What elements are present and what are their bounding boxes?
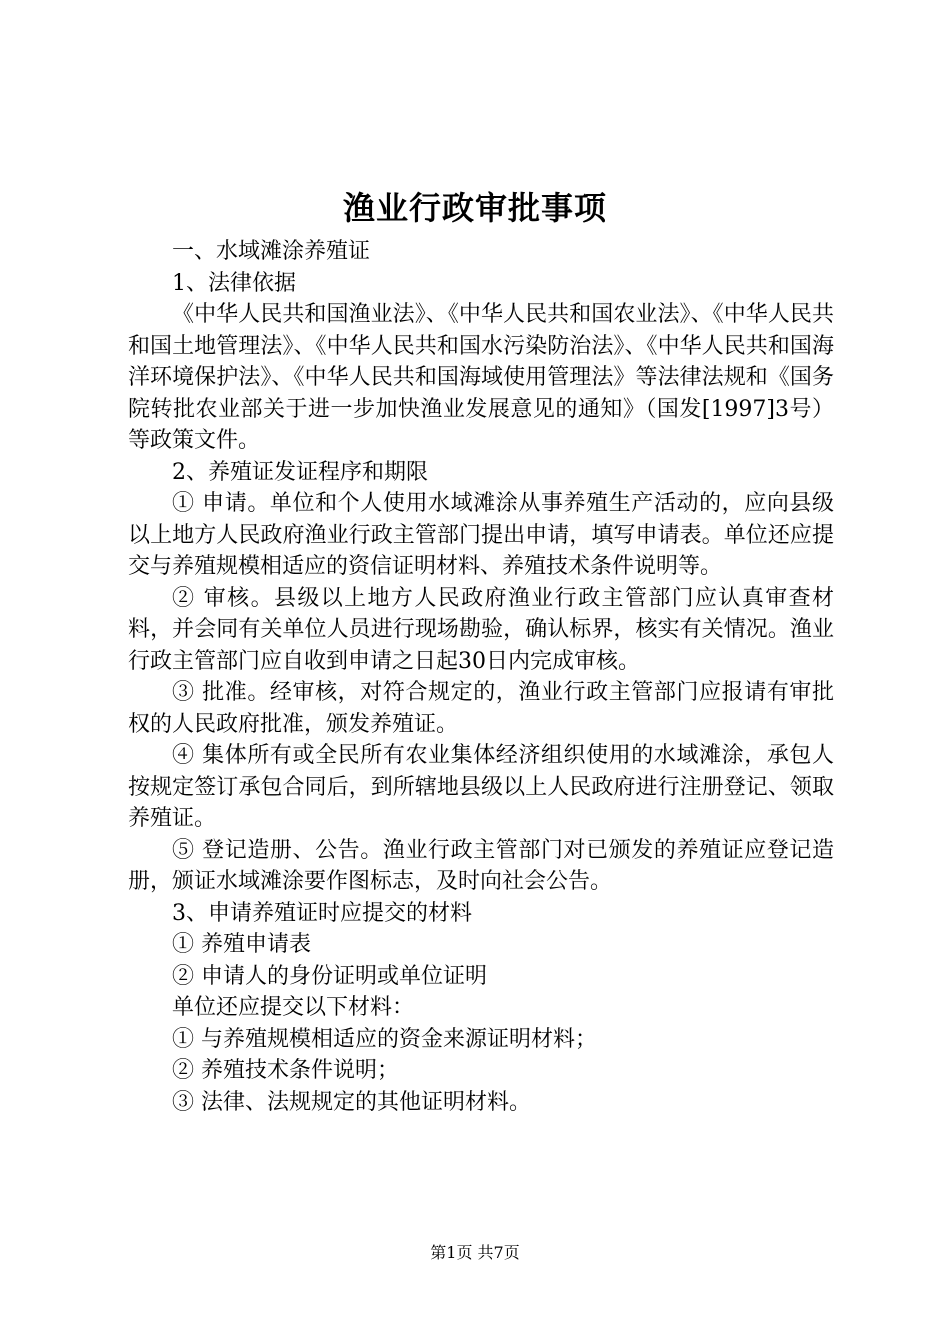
list-item: ① 养殖申请表	[172, 932, 311, 957]
paragraph: ③ 批准。经审核，对符合规定的，渔业行政主管部门应报请有审批权的人民政府批准，颁发养殖证。	[128, 680, 834, 737]
paragraph: 《中华人民共和国渔业法》、《中华人民共和国农业法》、《中华人民共和国土地管理法》、《中华人民共和国水污染防治法》、《中华人民共和国海洋环境保护法》、《中华人民共和国海域使用管理法》等法律法规和《国务院转批农业部关于进一步加快渔业发展意见的通知》（国发[1997]3号）等政策文件。	[128, 302, 834, 453]
page-footer: 第1页 共7页	[430, 1243, 520, 1262]
list-item: ② 养殖技术条件说明；	[172, 1058, 399, 1083]
document-title: 渔业行政审批事项	[342, 189, 607, 227]
list-item: ③ 法律、法规规定的其他证明材料。	[172, 1089, 531, 1115]
paragraph: ② 审核。县级以上地方人民政府渔业行政主管部门应认真审查材料，并会同有关单位人员进行现场勘验，确认标界，核实有关情况。渔业行政主管部门应自收到申请之日起30日内完成审核。	[128, 585, 834, 674]
section-heading: 一、水域滩涂养殖证	[172, 239, 371, 264]
list-item: ② 申请人的身份证明或单位证明	[172, 963, 487, 989]
paragraph: ① 申请。单位和个人使用水域滩涂从事养殖生产活动的，应向县级以上地方人民政府渔业行政主管部门提出申请，填写申请表。单位还应提交与养殖规模相适应的资信证明材料、养殖技术条件说明等。	[128, 491, 834, 579]
subsection-heading: 3、申请养殖证时应提交的材料	[172, 900, 472, 926]
paragraph: ⑤ 登记造册、公告。渔业行政主管部门对已颁发的养殖证应登记造册，颁证水域滩涂要作图标志，及时向社会公告。	[128, 837, 834, 894]
paragraph: 单位还应提交以下材料：	[172, 995, 415, 1020]
document-body	[128, 236, 834, 1118]
subsection-heading: 1、法律依据	[172, 270, 296, 296]
subsection-heading: 2、养殖证发证程序和期限	[172, 459, 428, 485]
paragraph: ④ 集体所有或全民所有农业集体经济组织使用的水域滩涂，承包人按规定签订承包合同后，到所辖地县级以上人民政府进行注册登记、领取养殖证。	[128, 743, 834, 831]
list-item: ① 与养殖规模相适应的资金来源证明材料；	[172, 1026, 597, 1052]
